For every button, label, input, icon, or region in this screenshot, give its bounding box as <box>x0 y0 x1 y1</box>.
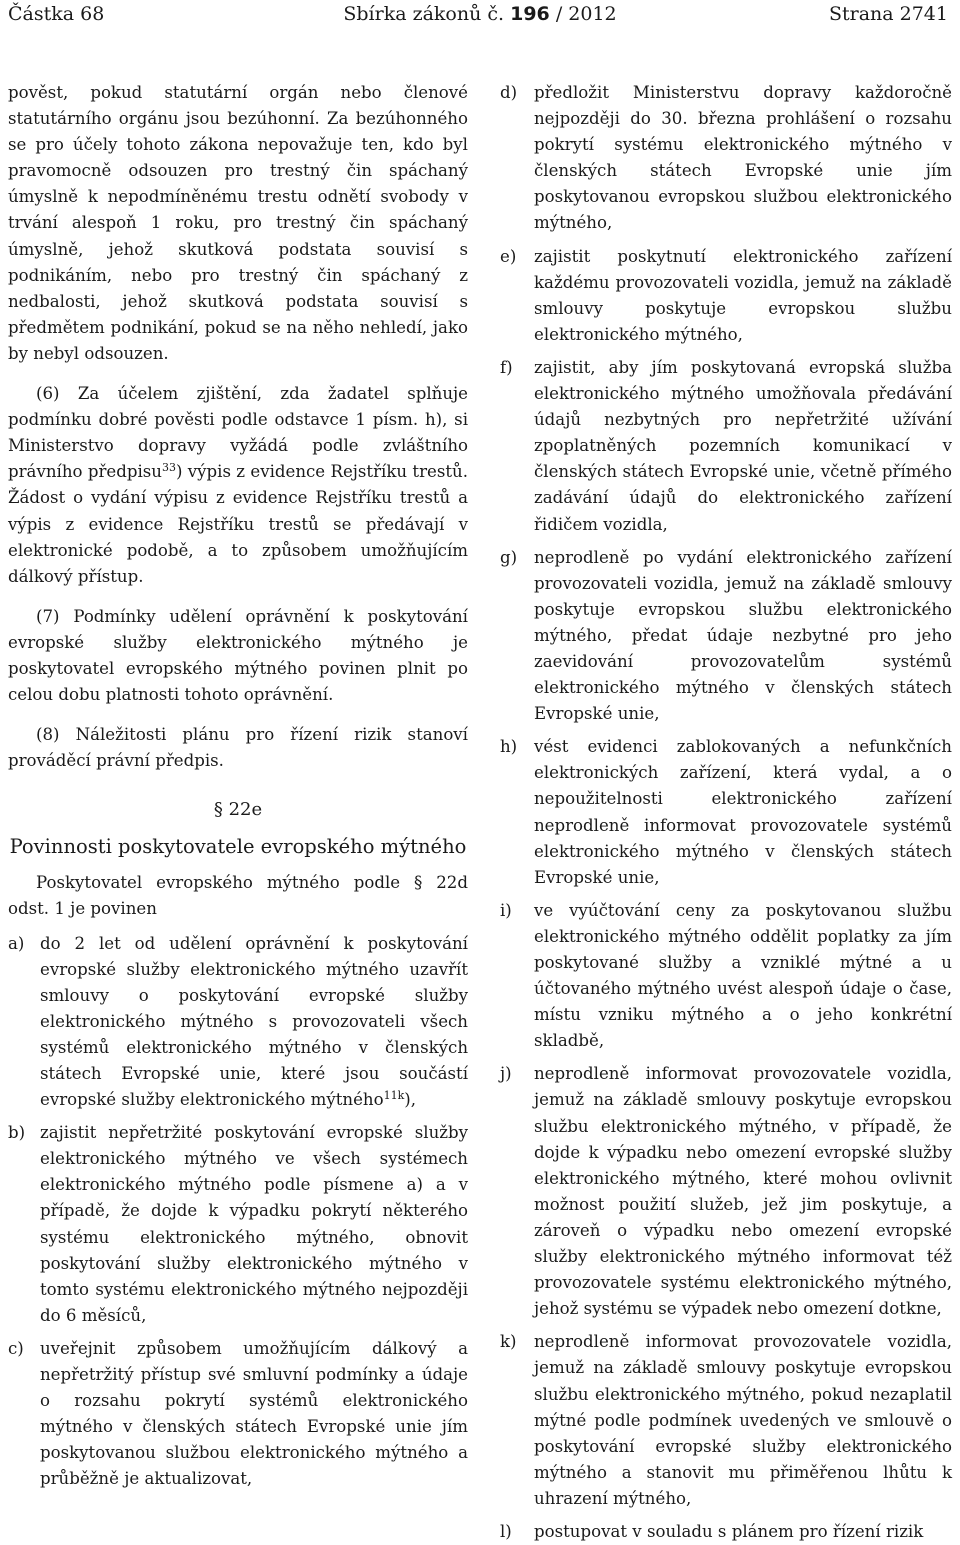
page-header <box>0 0 960 34</box>
item-label: k) <box>500 1332 517 1352</box>
section-number: § 22e <box>213 799 263 821</box>
left-column <box>8 80 468 1493</box>
item-text: ve vyúčtování ceny za poskytovanou službu elektronického mýtného oddělit poplatky za jím poskytované služby a vzniklé mýtné a u účtovaného mýtného uvést alespoň údaje o čase, místu vzniku mýtného a o jeho konkrétní skladbě, <box>534 900 952 1051</box>
list-item <box>500 80 952 237</box>
footnote-ref: 33 <box>161 461 176 475</box>
item-label: g) <box>500 547 518 567</box>
header-collection-prefix: Sbírka zákonů č. <box>343 3 505 25</box>
item-label: c) <box>8 1338 24 1358</box>
list-item <box>8 1336 468 1493</box>
item-text: postupovat v souladu s plánem pro řízení rizik <box>534 1521 924 1541</box>
item-text: předložit Ministerstvu dopravy každoročně nejpozději do 30. března prohlášení o rozsahu pokrytí systému elektronického mýtného v členských státech Evropské unie jím poskytovanou evropskou službou elektronického mýtného, <box>534 83 952 233</box>
list-item <box>500 734 952 891</box>
list-item <box>500 1329 952 1512</box>
item-text: do 2 let od udělení oprávnění k poskytování evropské služby elektronického mýtného uzavřít smlouvy o poskytování evropské služby elektronického mýtného s provozovateli všech systémů elektronického mýtného v členských státech Evropské unie, které jsou součástí evropské služby elektronického mýtného <box>40 933 468 1110</box>
list-item <box>500 545 952 728</box>
item-text: neprodleně informovat provozovatele vozidla, jemuž na základě smlouvy poskytuje evropskou službu elektronického mýtného, pokud nezaplatil mýtné podle podmínek uvedených ve smlouvě o poskytování evropské služby elektronického mýtného a stanovit mu přiměřenou lhůtu k uhrazení mýtného, <box>534 1332 952 1508</box>
paragraph-6 <box>8 381 468 590</box>
list-item <box>8 931 468 1114</box>
item-label: l) <box>500 1521 512 1541</box>
paragraph-6-text: (6) Za účelem zjištění, zda žadatel splňuje podmínku dobré pověsti podle odstavce 1 písm. h), si Ministerstvo dopravy vyžádá podle zvláštního právního předpisu <box>8 384 468 482</box>
right-column <box>500 80 952 1545</box>
item-label: a) <box>8 933 25 953</box>
item-text: zajistit, aby jím poskytovaná evropská služba elektronického mýtného umožňovala předávání údajů nezbytných pro nepřetržité užívání zpoplatněných pozemních komunikací v členských státech Evropské unie, včetně přímého zadávání údajů do elektronického zařízení řidičem vozidla, <box>534 357 952 534</box>
item-text: uveřejnit způsobem umožňujícím dálkový a nepřetržitý přístup své smluvní podmínky a údaje o rozsahu pokrytí systémů elektronického mýtného v členských státech Evropské unie jím poskytovanou službou elektronického mýtného a průběžně je aktualizovat, <box>40 1338 468 1489</box>
paragraph-7: (7) Podmínky udělení oprávnění k poskytování evropské služby elektronického mýtného je poskytovatel evropského mýtného povinen plnit po celou dobu platnosti tohoto oprávnění. <box>8 606 468 705</box>
section-intro: Poskytovatel evropského mýtného podle § 22d odst. 1 je povinen <box>8 873 468 919</box>
item-label: b) <box>8 1123 26 1143</box>
item-label: j) <box>500 1064 512 1084</box>
header-page: Strana 2741 <box>828 3 948 25</box>
list-item <box>500 355 952 538</box>
left-item-list <box>8 931 468 1493</box>
item-label: f) <box>500 357 513 377</box>
footnote-ref: 11k <box>383 1089 405 1103</box>
item-label: i) <box>500 900 512 920</box>
header-number: 196 <box>510 3 550 25</box>
header-part: Částka 68 <box>8 3 105 25</box>
item-label: d) <box>500 83 518 102</box>
section-heading: Povinnosti poskytovatele evropského mýtného <box>9 835 467 859</box>
list-item <box>500 1061 952 1322</box>
list-item <box>500 244 952 348</box>
item-label: h) <box>500 737 518 757</box>
item-text: zajistit nepřetržité poskytování evropské služby elektronického mýtného ve všech systémech elektronického mýtného podle písmene a) a v případě, že dojde k výpadku pokrytí některého systému elektronického mýtného, obnovit poskytování služby elektronického mýtného v tomto systému elektronického mýtného nejpozději do 6 měsíců, <box>40 1123 468 1325</box>
header-year: / 2012 <box>555 3 617 25</box>
item-text: zajistit poskytnutí elektronického zařízení každému provozovateli vozidla, jemuž na základě smlouvy poskytuje evropskou službu elektronického mýtného, <box>534 246 952 344</box>
paragraph-8: (8) Náležitosti plánu pro řízení rizik stanoví prováděcí právní předpis. <box>8 725 468 771</box>
header-collection <box>0 3 960 25</box>
list-item <box>500 898 952 1055</box>
item-text: vést evidenci zablokovaných a nefunkčních elektronických zařízení, která vydal, a o nepoužitelnosti elektronického zařízení neprodleně informovat provozovatele systémů elektronického mýtného v členských státech Evropské unie, <box>534 737 952 887</box>
item-label: e) <box>500 246 517 266</box>
item-text: neprodleně po vydání elektronického zařízení provozovateli vozidla, jemuž na základě smlouvy poskytuje evropskou službu elektronického mýtného, předat údaje nezbytné pro jeho zaevidování provozovatelům systémů elektronického mýtného v členských státech Evropské unie, <box>534 547 952 724</box>
item-text: neprodleně informovat provozovatele vozidla, jemuž na základě smlouvy poskytuje evropskou službu elektronického mýtného, v případě, že dojde k výpadku nebo omezení evropské služby elektronického mýtného, které mohou ovlivnit možnost použití služeb, jež jim poskytuje, a zároveň o výpadku nebo omezení evropské služby elektronického mýtného informovat též provozovatele systému elektronického mýtného, jehož systému se výpadek nebo omezení dotkne, <box>534 1064 952 1319</box>
paragraph-6-tail: ) výpis z evidence Rejstříku trestů. Žádost o vydání výpisu z evidence Rejstříku trestů a výpis z evidence Rejstříku trestů se předávají v elektronické podobě, a to způsobem umožňujícím dálkový přístup. <box>8 462 468 586</box>
list-item <box>500 1519 952 1545</box>
item-tail: ), <box>404 1090 417 1110</box>
list-item <box>8 1120 468 1329</box>
paragraph-reputation: pověst, pokud statutární orgán nebo členové statutárního orgánu jsou bezúhonní. Za bezúhonného se pro účely tohoto zákona nepovažuje ten, kdo byl pravomocně odsouzen pro trestný čin spáchaný úmyslně k nepodmíněnému trestu odnětí svobody v trvání alespoň 1 roku, pro trestný čin spáchaný úmyslně, jehož skutková podstata souvisí s podnikáním, nebo pro trestný čin spáchaný z nedbalosti, jehož skutková podstata souvisí s předmětem podnikání, pokud se na něho nehledí, jako by nebyl odsouzen. <box>8 83 468 363</box>
